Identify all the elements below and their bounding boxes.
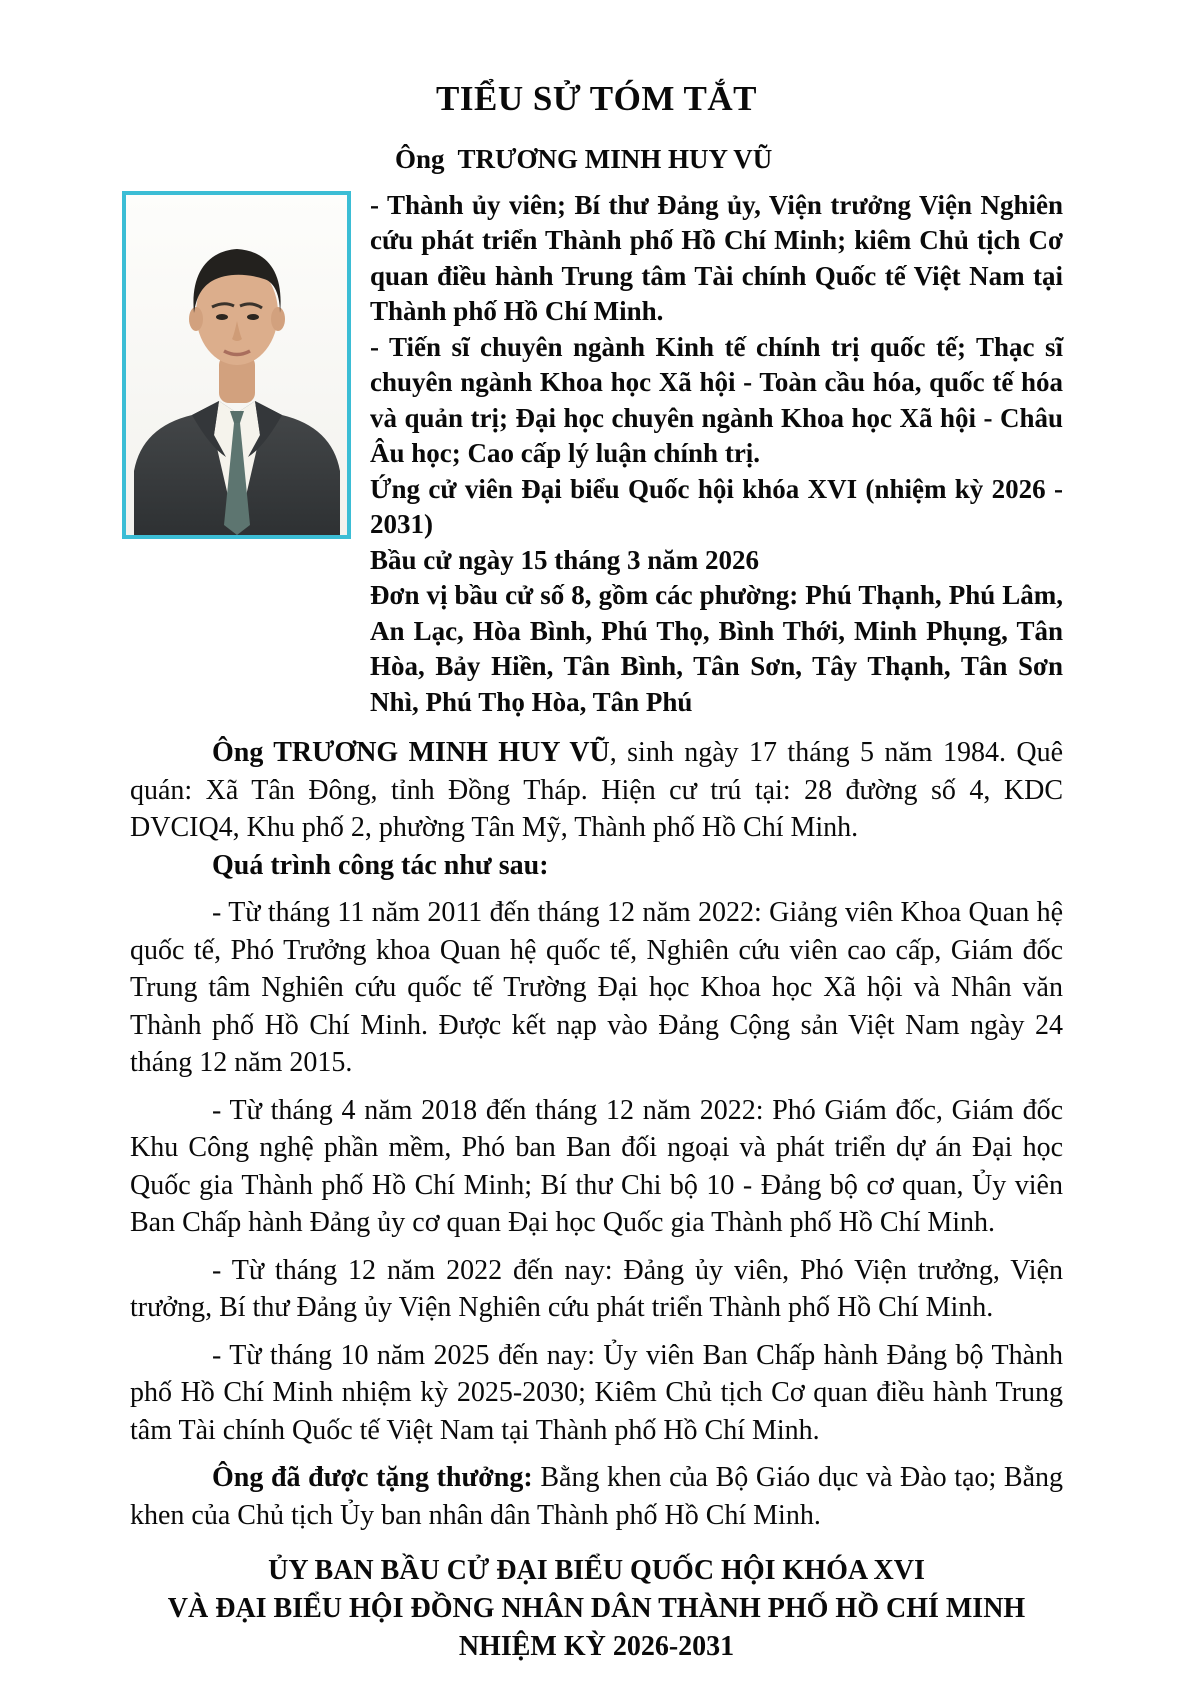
intro-candidacy: Ứng cử viên Đại biểu Quốc hội khóa XVI (nhiệm kỳ 2026 - 2031) bbox=[370, 473, 1063, 539]
intro-education: - Tiến sĩ chuyên ngành Kinh tế chính trị quốc tế; Thạc sĩ chuyên ngành Khoa học Xã hội - Toàn cầu hóa, quốc tế hóa và quản trị; Đại học chuyên ngành Khoa học Xã hội - Châu Âu học; Cao cấp lý luận chính trị. bbox=[370, 331, 1063, 468]
portrait-illustration bbox=[126, 195, 347, 535]
candidate-portrait-photo bbox=[122, 191, 351, 539]
career-item-3: - Từ tháng 12 năm 2022 đến nay: Đảng ủy viên, Phó Viện trưởng, Viện trưởng, Bí thư Đảng ủy Viện Nghiên cứu phát triển Thành phố Hồ Chí Minh. bbox=[130, 1254, 1063, 1323]
issuing-committee-footer bbox=[130, 1552, 1063, 1666]
page-title: TIỂU SỬ TÓM TẮT bbox=[436, 79, 757, 118]
intro-election-date: Bầu cử ngày 15 tháng 3 năm 2026 bbox=[370, 544, 760, 575]
awards-label: Ông đã được tặng thưởng: bbox=[212, 1462, 533, 1493]
bio-lead-text: , sinh ngày 17 tháng 5 năm 1984. Quê quán: Xã Tân Đông, tỉnh Đồng Tháp. Hiện cư trú tại: 28 đường số 4, KDC DVCIQ4, Khu phố 2, phường Tân Mỹ, Thành phố Hồ Chí Minh. bbox=[130, 737, 1063, 843]
intro-election-unit: Đơn vị bầu cử số 8, gồm các phường: Phú Thạnh, Phú Lâm, An Lạc, Hòa Bình, Phú Thọ, Bình Thới, Minh Phụng, Tân Hòa, Bảy Hiền, Tân Bình, Tân Sơn, Tây Thạnh, Tân Sơn Nhì, Phú Thọ Hòa, Tân Phú bbox=[370, 580, 1063, 717]
awards-text: Bằng khen của Bộ Giáo dục và Đào tạo; Bằng khen của Chủ tịch Ủy ban nhân dân Thành phố Hồ Chí Minh. bbox=[130, 1462, 1063, 1531]
footer-line-2: VÀ ĐẠI BIỂU HỘI ĐỒNG NHÂN DÂN THÀNH PHỐ HỒ CHÍ MINH bbox=[167, 1593, 1026, 1624]
awards-paragraph bbox=[130, 1459, 1063, 1534]
career-item-1: - Từ tháng 11 năm 2011 đến tháng 12 năm 2022: Giảng viên Khoa Quan hệ quốc tế, Phó Trưởng khoa Quan hệ quốc tế, Nghiên cứu viên cao cấp, Giám đốc Trung tâm Nghiên cứu quốc tế Trường Đại học Khoa học Xã hội và Nhân văn Thành phố Hồ Chí Minh. Được kết nạp vào Đảng Cộng sản Việt Nam ngày 24 tháng 12 năm 2015. bbox=[130, 897, 1063, 1078]
intro-summary-block bbox=[370, 188, 1063, 721]
footer-line-1: ỦY BAN BẦU CỬ ĐẠI BIỂU QUỐC HỘI KHÓA XVI bbox=[268, 1555, 925, 1586]
footer-line-3: NHIỆM KỲ 2026-2031 bbox=[458, 1631, 735, 1662]
career-item-2: - Từ tháng 4 năm 2018 đến tháng 12 năm 2022: Phó Giám đốc, Giám đốc Khu Công nghệ phần mềm, Phó ban Ban đối ngoại và phát triển dự án Đại học Quốc gia Thành phố Hồ Chí Minh; Bí thư Chi bộ 10 - Đảng bộ cơ quan, Ủy viên Ban Chấp hành Đảng ủy cơ quan Đại học Quốc gia Thành phố Hồ Chí Minh. bbox=[130, 1094, 1063, 1238]
candidate-name: Ông TRƯƠNG MINH HUY VŨ bbox=[395, 143, 773, 174]
bio-lead-name: Ông TRƯƠNG MINH HUY VŨ bbox=[212, 737, 610, 768]
intro-roles: - Thành ủy viên; Bí thư Đảng ủy, Viện trưởng Viện Nghiên cứu phát triển Thành phố Hồ Chí Minh; kiêm Chủ tịch Cơ quan điều hành Trung tâm Tài chính Quốc tế Việt Nam tại Thành phố Hồ Chí Minh. bbox=[370, 189, 1063, 326]
career-heading: Quá trình công tác như sau: bbox=[212, 849, 549, 881]
career-item-4: - Từ tháng 10 năm 2025 đến nay: Ủy viên Ban Chấp hành Đảng bộ Thành phố Hồ Chí Minh nhiệm kỳ 2025-2030; Kiêm Chủ tịch Cơ quan điều hành Trung tâm Tài chính Quốc tế Việt Nam tại Thành phố Hồ Chí Minh. bbox=[130, 1339, 1063, 1446]
biography-body bbox=[130, 734, 1063, 1534]
bio-lead-paragraph bbox=[130, 734, 1063, 847]
